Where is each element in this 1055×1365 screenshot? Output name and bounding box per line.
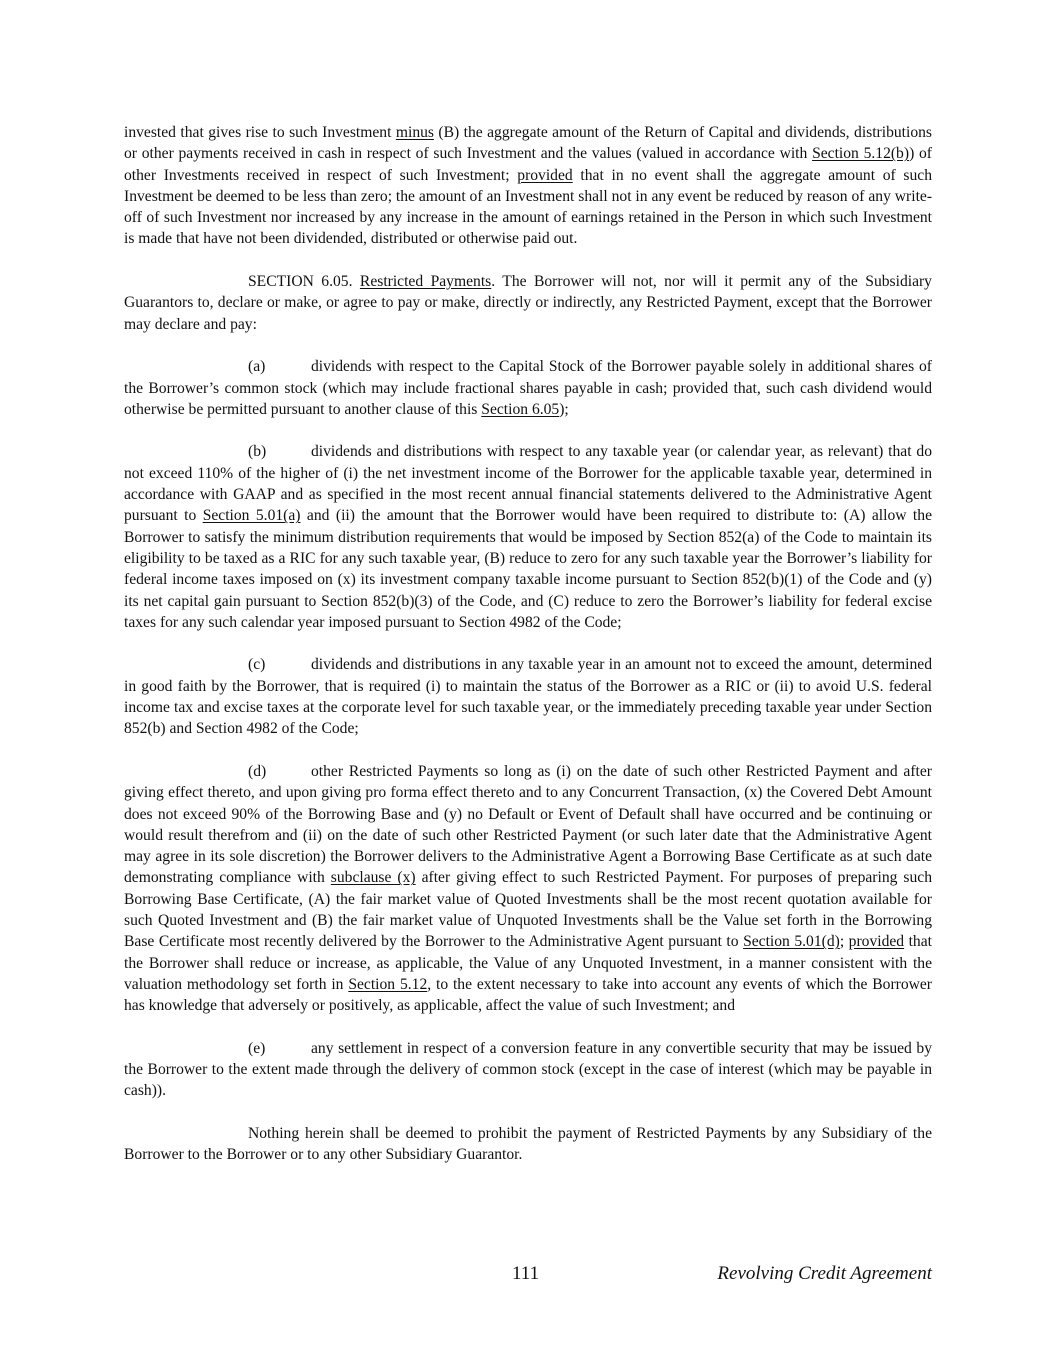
underlined-reference: subclause (x) [330,869,416,887]
text-run: dividends and distributions in any taxable year in an amount not to exceed the amount, determined in good faith by the Borrower, that is required (i) to maintain the status of the Borrower as a RIC or (ii) to avoid U.S. federal income tax and excise taxes at the corporate level for such taxable year, or the immediately preceding taxable year under Section 852(b) and Section 4982 of the Code; [124,656,932,738]
underlined-reference: provided [848,933,905,951]
text-run: SECTION 6.05. [248,273,360,291]
document-body [124,122,932,1187]
clause-paragraph [124,761,932,1017]
text-run: ) of other Investments received in respect of such Investment; [124,145,932,184]
text-run: , to the extent necessary to take into account any events of which the Borrower has knowledge that adversely or positively, as applicable, affect the value of such Investment; and [124,975,932,1015]
underlined-reference: minus [395,124,434,141]
text-run: invested that gives rise to such Investment [124,124,396,141]
text-run: ); [559,400,569,418]
text-run: that the Borrower shall reduce or increase, as applicable, the Value of any Unquoted Investment, in a manner consistent with the valuation methodology set forth in [124,933,932,993]
underlined-reference: Section 5.01(d) [743,933,840,951]
clause-label: (c) [248,656,266,674]
text-run: and (ii) the amount that the Borrower would have been required to distribute to: (A) allow the Borrower to satisfy the minimum distribution requirements that would be imposed by Section 852(a) of the Code to maintain its eligibility to be taxed as a RIC for any such taxable year, (B) reduce to zero for any such taxable year the Borrower’s liability for federal income taxes imposed on (x) its investment company taxable income pursuant to Section 852(b)(1) of the Code and (y) its net capital gain pursuant to Section 852(b)(3) of the Code, and (C) reduce to zero the Borrower’s liability for federal excise taxes for any such calendar year imposed pursuant to Section 4982 of the Code; [124,507,932,631]
text-run: any settlement in respect of a conversion feature in any convertible security that may be issued by the Borrower to the extent made through the delivery of common stock (except in the case of interest (which may be payable in cash)). [124,1039,932,1100]
text-run: after giving effect to such Restricted Payment. For purposes of preparing such Borrowing Base Certificate, (A) the fair market value of Quoted Investments shall be the most recent quotation available for such Quoted Investment and (B) the fair market value of Unquoted Investments shall be the Value set forth in the Borrowing Base Certificate most recently delivered by the Borrower to the Administrative Agent pursuant to [124,869,932,951]
text-run: dividends and distributions with respect to any taxable year (or calendar year, as relevant) that do not exceed 110% of the higher of (i) the net investment income of the Borrower for the applicable taxable year, determined in accordance with GAAP and as specified in the most recent annual financial statements delivered to the Administrative Agent pursuant to [124,443,932,525]
clause-label: (d) [248,762,267,780]
clause-paragraph [124,356,932,420]
paragraph [124,122,932,250]
clause-label: (a) [248,358,266,376]
page-number: 111 [512,1263,540,1284]
text-run: Nothing herein shall be deemed to prohibit the payment of Restricted Payments by any Subsidiary of the Borrower to the Borrower or to any other Subsidiary Guarantor. [124,1124,932,1164]
underlined-reference: Section 5.01(a) [202,507,301,525]
clause-paragraph [124,441,932,633]
page-footer [124,1263,932,1289]
text-run: . The Borrower will not, nor will it permit any of the Subsidiary Guarantors to, declare or make, or agree to pay or make, directly or indirectly, any Restricted Payment, except that the Borrower may declare and pay: [124,273,932,333]
text-run: ; [839,933,849,951]
text-run: dividends with respect to the Capital Stock of the Borrower payable solely in additional shares of the Borrower’s common stock (which may include fractional shares payable in cash; provided that, such cash dividend would otherwise be permitted pursuant to another clause of this [124,358,932,418]
text-run: that in no event shall the aggregate amount of such Investment be deemed to be less than zero; the amount of an Investment shall not in any event be reduced by reason of any write-off of such Investment nor increased by any increase in the amount of earnings retained in the Person in which such Investment is made that have not been dividended, distributed or otherwise paid out. [124,166,933,248]
underlined-reference: Section 6.05 [481,400,560,418]
paragraph [124,271,932,335]
clause-label: (e) [248,1039,266,1057]
document-title: Revolving Credit Agreement [717,1263,932,1284]
text-run: (B) the aggregate amount of the Return of Capital and dividends, distributions or other payments received in cash in respect of such Investment and the values (valued in accordance with [124,124,932,163]
clause-paragraph [124,654,932,739]
text-run: other Restricted Payments so long as (i) on the date of such other Restricted Payment and after giving effect thereto, and upon giving pro forma effect thereto and to any Concurrent Transaction, (x) the Covered Debt Amount does not exceed 90% of the Borrowing Base and (y) no Default or Event of Default shall have occurred and be continuing or would result therefrom and (ii) on the date of such other Restricted Payment (or such later date that the Administrative Agent may agree in its sole discretion) the Borrower delivers to the Administrative Agent a Borrowing Base Certificate as at such date demonstrating compliance with [124,762,932,887]
clause-paragraph [124,1038,932,1102]
underlined-reference: Restricted Payments [359,273,492,291]
underlined-reference: Section 5.12 [348,975,428,993]
underlined-reference: provided [517,166,573,184]
underlined-reference: Section 5.12(b) [812,145,910,163]
paragraph [124,1123,932,1166]
clause-label: (b) [248,443,267,461]
